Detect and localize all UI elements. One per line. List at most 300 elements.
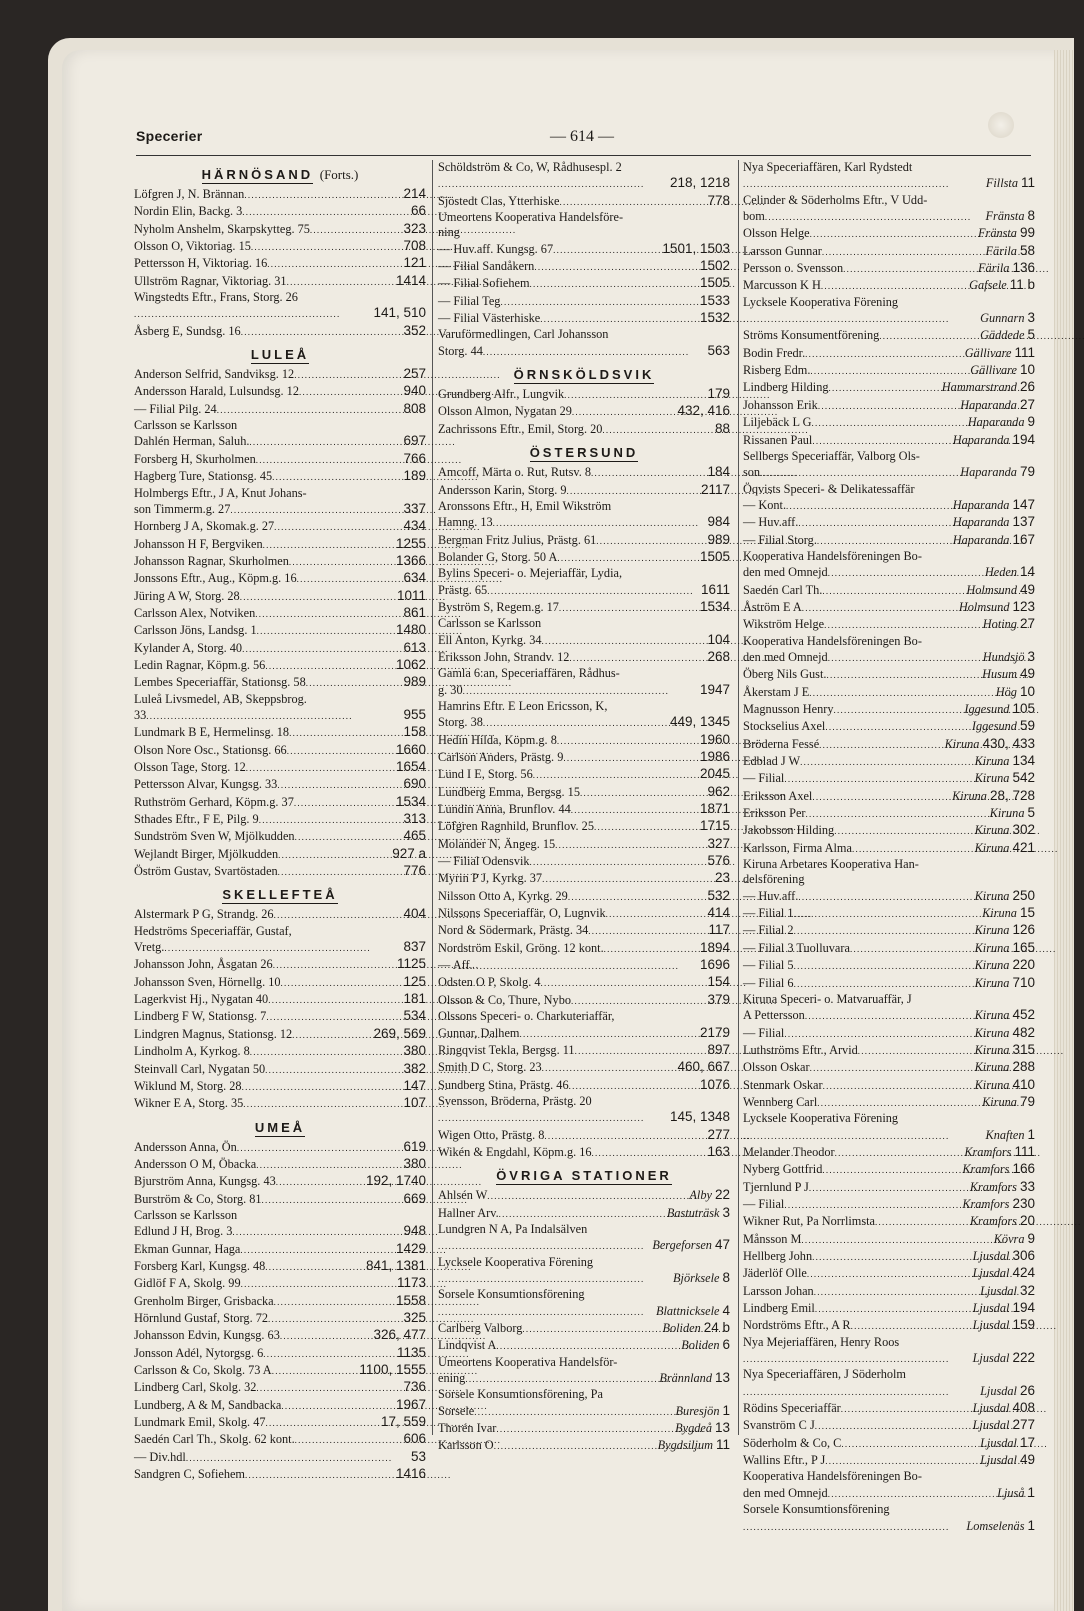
dot-leader [266,1415,378,1431]
column-2 [438,160,730,1453]
directory-entry [134,221,426,238]
entry-phone-number: 708 [403,238,426,254]
entry-name: Byström S, Regem.g. 17 [438,599,559,614]
directory-entry [438,241,730,258]
directory-entry [134,553,426,570]
entry-phone-number: 11 [715,1437,730,1453]
entry-phone-number: 27 [1019,616,1035,632]
entry-phone-number: 33 [1019,1178,1035,1194]
section-heading [134,887,426,902]
entry-phone-number: 382 [403,1060,426,1076]
entry-phone-number: 736 [403,1379,426,1395]
dot-leader [281,1398,393,1414]
entry-phone-number: 313 [403,811,426,827]
directory-entry [743,1383,1035,1400]
dot-leader [852,841,973,857]
directory-entry [743,616,1035,633]
entry-phone-number: 79 [1019,464,1035,480]
directory-entry [134,323,426,340]
entry-name: Marcusson K H [743,278,821,293]
entry-name: Johansson Ragnar, Skurholmen [134,553,289,568]
entry-phone-number: 989 [403,674,426,690]
dot-leader [810,363,968,379]
entry-phone-number: 26 [1019,379,1035,395]
directory-entry [134,692,426,707]
entry-phone-number: 1654 [395,759,426,774]
dot-leader [812,415,966,431]
entry-phone-number: 1 [1027,1517,1035,1533]
dot-leader [559,194,704,210]
entry-phone-number: 432, 416 [677,403,730,419]
dot-leader [810,226,976,242]
entry-phone-number: 2179 [699,1024,730,1040]
dot-leader [240,1242,393,1258]
directory-entry [743,1485,1035,1502]
directory-entry [134,622,426,639]
entry-place: Bygdsiljum [657,1438,713,1453]
entry-name: Lindberg Hilding [743,380,829,395]
entry-place: Haparanda [952,432,1010,447]
dot-leader [493,515,705,531]
entry-name: Varuförmedlingen, Carl Johansson [438,327,609,342]
entry-phone-number: 563 [707,342,730,358]
directory-entry [743,684,1035,701]
entry-phone-number: 1986 [699,749,730,764]
entry-phone-number: 268 [707,648,730,664]
dot-leader [743,1128,984,1144]
dot-leader [256,1157,400,1173]
entry-phone-number: 277 [1012,1417,1035,1433]
dot-leader [483,715,667,731]
directory-entry [438,749,730,766]
entry-phone-number: 2045 [699,766,730,782]
directory-entry [743,1469,1035,1484]
entry-phone-number: 410 [1012,1076,1035,1092]
directory-entry [134,1431,426,1448]
dot-leader [265,658,393,674]
entry-place: Haparanda [952,532,1010,547]
dot-leader [602,422,712,438]
entry-phone-number: 11 [1020,175,1035,191]
entry-place: Haparanda [967,415,1025,430]
directory-entry [438,940,730,957]
dot-leader [829,380,940,396]
entry-name: — Filial [743,1025,785,1040]
dot-leader [879,328,978,344]
entry-phone-number: 49 [1019,1452,1035,1468]
dot-leader [812,789,950,805]
entry-name: Luthströms Eftr., Arvid [743,1042,858,1057]
directory-entry [438,1420,730,1437]
entry-name: Svensson, Bröderna, Prästg. 20 [438,1093,592,1108]
entry-phone-number: 121 [403,255,426,271]
directory-entry [438,1370,730,1387]
entry-phone-number: 165 [1012,939,1035,955]
entry-place: Haparanda [960,397,1017,412]
dot-leader [534,259,697,275]
entry-phone-number: 613 [403,639,426,655]
directory-entry [743,464,1035,481]
dot-leader [568,889,705,905]
entry-place: Kiruna [952,788,987,803]
entry-name: Sorsele [438,1403,475,1418]
directory-entry [438,464,730,481]
directory-entry [743,940,1035,957]
entry-name: Saedén Carl Th. [743,582,823,597]
directory-entry [438,1187,730,1204]
entry-name: Hagberg Ture, Stationsg. 45 [134,469,273,484]
directory-entry [134,1156,426,1173]
entry-name: Wikén & Engdahl, Köpm.g. 16 [438,1144,592,1159]
entry-name: Öberg Nils Gust. [743,667,827,682]
entry-name: Johansson Sven, Hörnellg. 10 [134,974,281,989]
entry-place: Ljuså [997,1485,1025,1500]
dot-leader [278,847,389,863]
directory-entry [743,1518,1035,1535]
dot-leader [858,1043,973,1059]
entry-place: Bastuträsk [666,1205,720,1220]
entry-phone-number: 808 [403,400,426,416]
directory-entry [743,1367,1035,1382]
entry-name: Lindgren Magnus, Stationsg. 12 [134,1026,293,1041]
entry-place: Iggesund [964,702,1010,716]
entry-phone-number: 1502 [699,258,730,274]
entry-name: Lindberg Carl, Skolg. 32 [134,1380,257,1395]
entry-name: Lundmark B E, Hermelinsg. 18 [134,725,290,740]
dot-leader [557,550,697,566]
entry-name: — Filial 2 [743,923,794,938]
directory-entry [743,1127,1035,1144]
entry-phone-number: 1611 [700,581,730,597]
entry-phone-number: 145, 1348 [669,1109,730,1125]
entry-phone-number: 1 [722,1402,730,1418]
directory-entry [134,290,426,305]
directory-entry [743,1007,1035,1024]
dot-leader [295,829,401,845]
entry-name: Söderholm & Co, C [743,1435,842,1450]
directory-entry [438,649,730,666]
directory-entry [743,193,1035,208]
dot-leader [828,650,981,666]
section-continued-label: (Forts.) [319,167,359,182]
directory-entry [134,794,426,811]
dot-leader [805,346,963,362]
entry-name: Eriksson Axel [743,788,813,803]
entry-name: Lundin Anna, Brunflov. 44 [438,802,571,817]
entry-phone-number: 421 [1012,839,1035,855]
section-heading [134,347,426,362]
entry-name: Kooperativa Handelsföreningen Bo- [743,1469,922,1484]
entry-name: Vretg. [134,940,165,955]
directory-entry [743,905,1035,922]
entry-name: Lindberg F W, Stationsg. 7 [134,1009,267,1024]
entry-name: Wejlandt Birger, Mjölkudden [134,846,279,861]
entry-place: Ljusdal [980,1435,1017,1450]
entry-phone-number: 24 b [703,1320,730,1335]
entry-phone-number: 326, 477 [373,1327,426,1343]
entry-name: Andersson O M, Öbacka [134,1156,257,1171]
entry-place: Fränsta [985,209,1025,224]
entry-name: Eriksson John, Strandv. 12 [438,649,570,664]
directory-entry [134,956,426,973]
entry-name: Hedströms Speceriaffär, Gustaf, [134,923,292,938]
directory-entry [134,518,426,535]
dot-leader [294,367,400,383]
entry-phone-number: 861 [403,604,426,620]
entry-phone-number: 306 [1012,1248,1035,1263]
dot-leader [822,1162,960,1178]
entry-name: Ahlsén W [438,1188,488,1203]
directory-entry [438,566,730,581]
entry-place: Kiruna [974,1008,1010,1023]
entry-phone-number: 184 [707,464,730,480]
running-title: Specerier [136,128,203,144]
directory-entry [438,343,730,360]
entry-place: Haparanda [952,515,1010,530]
entry-name: Kooperativa Handelsföreningen Bo- [743,633,922,648]
entry-name: Melander Theodor [743,1144,835,1159]
directory-entry [134,657,426,674]
entry-phone-number: 14 [1019,564,1035,580]
entry-name: Prästg. 65 [438,582,488,597]
entry-phone-number: 214 [403,186,426,201]
directory-entry [438,853,730,870]
entry-phone-number: 17 [1019,1434,1035,1450]
entry-name: Hellberg John [743,1249,813,1263]
directory-entry [134,846,426,863]
entry-place: Brännland [659,1371,712,1386]
directory-entry [134,1293,426,1310]
entry-name: — Filial [743,1196,785,1211]
directory-entry [438,1009,730,1024]
dot-leader [794,976,973,992]
dot-leader [828,1486,995,1502]
directory-entry [743,295,1035,310]
entry-name: Grenholm Birger, Grisbacka [134,1293,274,1308]
entry-phone-number: 1558 [395,1292,426,1308]
entry-name: Saedén Carl Th., Skolg. 62 kont. [134,1432,295,1447]
entry-name: Hallner Arv. [438,1205,499,1220]
entry-place: Ljusdal [972,1301,1010,1316]
entry-name: g. 30 [438,682,463,697]
dot-leader [522,1321,660,1337]
entry-phone-number: 766 [403,450,426,466]
directory-entry [134,486,426,501]
entry-place: Ljusdal [972,1266,1010,1281]
entry-place: Hammarstrand [941,380,1017,395]
directory-entry [743,599,1035,616]
entry-phone-number: 137 [1012,514,1035,530]
entry-name: Myrin P J, Kyrkg. 37 [438,871,543,886]
dot-leader [814,1284,978,1300]
dot-leader [592,1145,705,1161]
section-title: HÄRNÖSAND [201,167,314,182]
section-heading [134,167,426,182]
dot-leader [841,1401,971,1417]
entry-phone-number: 302 [1012,822,1035,838]
entry-place: Kiruna [982,1094,1017,1109]
entry-phone-number: 59 [1019,718,1035,734]
entry-name: Sjöstedt Clas, Ytterhiske [438,193,560,208]
entry-place: Hoting [982,617,1017,632]
entry-place: Ljusdal [980,1283,1017,1298]
dot-leader [164,940,400,956]
directory-entry [743,379,1035,396]
directory-entry [438,616,730,631]
entry-place: Ljusdal [972,1318,1010,1333]
entry-name: Olson Nore Osc., Stationsg. 66 [134,742,287,757]
directory-entry [743,260,1035,277]
entry-name: Edlund J H, Brog. 3 [134,1224,233,1239]
entry-phone-number: 1 [1027,1484,1035,1500]
directory-entry [743,310,1035,327]
dot-leader [596,533,704,549]
dot-leader [794,906,981,922]
entry-name: Hamng. 13 [438,515,493,530]
directory-entry [438,1355,730,1370]
entry-name: Olsson O, Viktoriag. 15 [134,239,251,254]
entry-name: Edblad J W [743,754,801,769]
directory-entry [743,975,1035,992]
entry-name: Risberg Edm. [743,363,811,378]
entry-name: — Filial Västerhiske [438,311,541,326]
entry-phone-number: 22 [714,1187,730,1203]
directory-entry [743,805,1035,822]
dot-leader [809,1180,968,1196]
dot-leader [807,1266,971,1282]
dot-leader [812,1249,970,1265]
entry-name: Sorsele Konsumtionsförening, Pa [438,1387,603,1402]
directory-entry [438,699,730,714]
dot-leader [438,1304,654,1320]
directory-entry [743,992,1035,1007]
entry-phone-number: 1416 [395,1466,426,1482]
dot-leader [569,650,704,666]
entry-place: Knaften [985,1127,1025,1142]
dot-leader [765,209,984,225]
entry-name: Ullström Ragnar, Viktoriag. 31 [134,273,287,288]
entry-place: Kiruna [974,823,1010,838]
entry-phone-number: 107 [403,1095,426,1111]
dot-leader [555,837,704,853]
directory-entry [438,682,730,699]
entry-phone-number: 66 [410,203,426,219]
directory-entry [438,1025,730,1042]
entry-name: Hedin Hilda, Köpm.g. 8 [438,732,557,747]
directory-entry [134,570,426,587]
directory-entry [134,273,426,290]
entry-name: Ruthström Gerhard, Köpm.g. 37 [134,794,294,809]
directory-entry [438,1222,730,1237]
directory-entry [438,632,730,649]
directory-entry [438,905,730,922]
entry-phone-number: 619 [403,1138,426,1154]
dot-leader [822,244,984,260]
directory-entry [134,536,426,553]
entry-phone-number: 1414 [395,272,426,288]
directory-entry [743,872,1035,887]
entry-phone-number: 6 [722,1337,730,1353]
entry-place: Kramfors [962,1196,1010,1211]
entry-name: Liljebäck L G [743,415,812,430]
entry-name: Nilssons Speceriaffär, O, Lugnvik [438,906,606,921]
directory-entry [438,1437,730,1454]
directory-entry [438,582,730,599]
column-3 [743,160,1035,1533]
entry-name: Nyberg Gottfrid [743,1162,823,1177]
entry-phone-number: 167 [1012,531,1035,547]
dot-leader [255,606,400,622]
dot-leader [232,1224,400,1240]
entry-phone-number: 1532 [699,310,730,326]
directory-entry [438,160,730,175]
entry-name: Nya Speceriaffären, Karl Rydstedt [743,160,913,174]
dot-leader [256,452,401,468]
directory-entry [743,753,1035,770]
entry-phone-number: 47 [714,1237,730,1253]
entry-name: Rödins Speceriaffär [743,1401,841,1416]
entry-name: Carlsson se Karlsson [438,616,542,631]
section-title: ÖSTERSUND [529,445,639,461]
directory-entry [438,870,730,887]
dot-leader [822,583,964,599]
entry-name: Bylins Speceri- o. Mejeriaffär, Lydia, [438,566,623,581]
entry-phone-number: 1505 [699,275,730,291]
directory-entry [743,225,1035,242]
dot-leader [818,398,958,414]
section-title: LULEÅ [250,347,310,363]
entry-phone-number: 776 [403,863,426,879]
directory-entry [743,1417,1035,1434]
entry-place: Ljusdal [980,1453,1017,1468]
directory-entry [134,1241,426,1258]
dot-leader [438,1271,671,1287]
entry-phone-number: 147 [1012,496,1035,512]
directory-entry [743,1248,1035,1265]
entry-name: — Filial Teg [438,293,501,308]
entry-phone-number: 897 [707,1041,730,1057]
directory-entry [438,275,730,292]
directory-entry [743,840,1035,857]
directory-entry [438,499,730,514]
directory-entry [134,588,426,605]
dot-leader [217,402,401,418]
entry-name: — Filial Sandåkern [438,259,535,274]
entry-place: Kiruna [974,958,1010,973]
dot-leader [559,600,697,616]
entry-phone-number: 465 [403,828,426,844]
directory-entry [743,857,1035,872]
entry-phone-number: 380 [403,1043,426,1059]
entry-phone-number: 606 [403,1431,426,1447]
entry-phone-number: 482 [1012,1024,1035,1040]
dot-leader [819,737,942,753]
entry-place: Kiruna [974,975,1010,990]
entry-phone-number: 1505 [699,548,730,564]
dot-leader [274,1294,393,1310]
entry-name: Carlsson & Co, Skolg. 73 A [134,1363,272,1377]
dot-leader [500,294,697,310]
entry-name: Storg. 38 [438,715,483,730]
dot-leader [496,1338,679,1354]
directory-entry [743,1231,1035,1248]
dot-leader [798,515,950,531]
directory-entry [743,1196,1035,1213]
dot-leader [815,1418,971,1434]
entry-name: Kooperativa Handelsföreningen Bo- [743,548,922,563]
directory-entry [438,327,730,342]
entry-phone-number: 5 [1027,805,1035,821]
